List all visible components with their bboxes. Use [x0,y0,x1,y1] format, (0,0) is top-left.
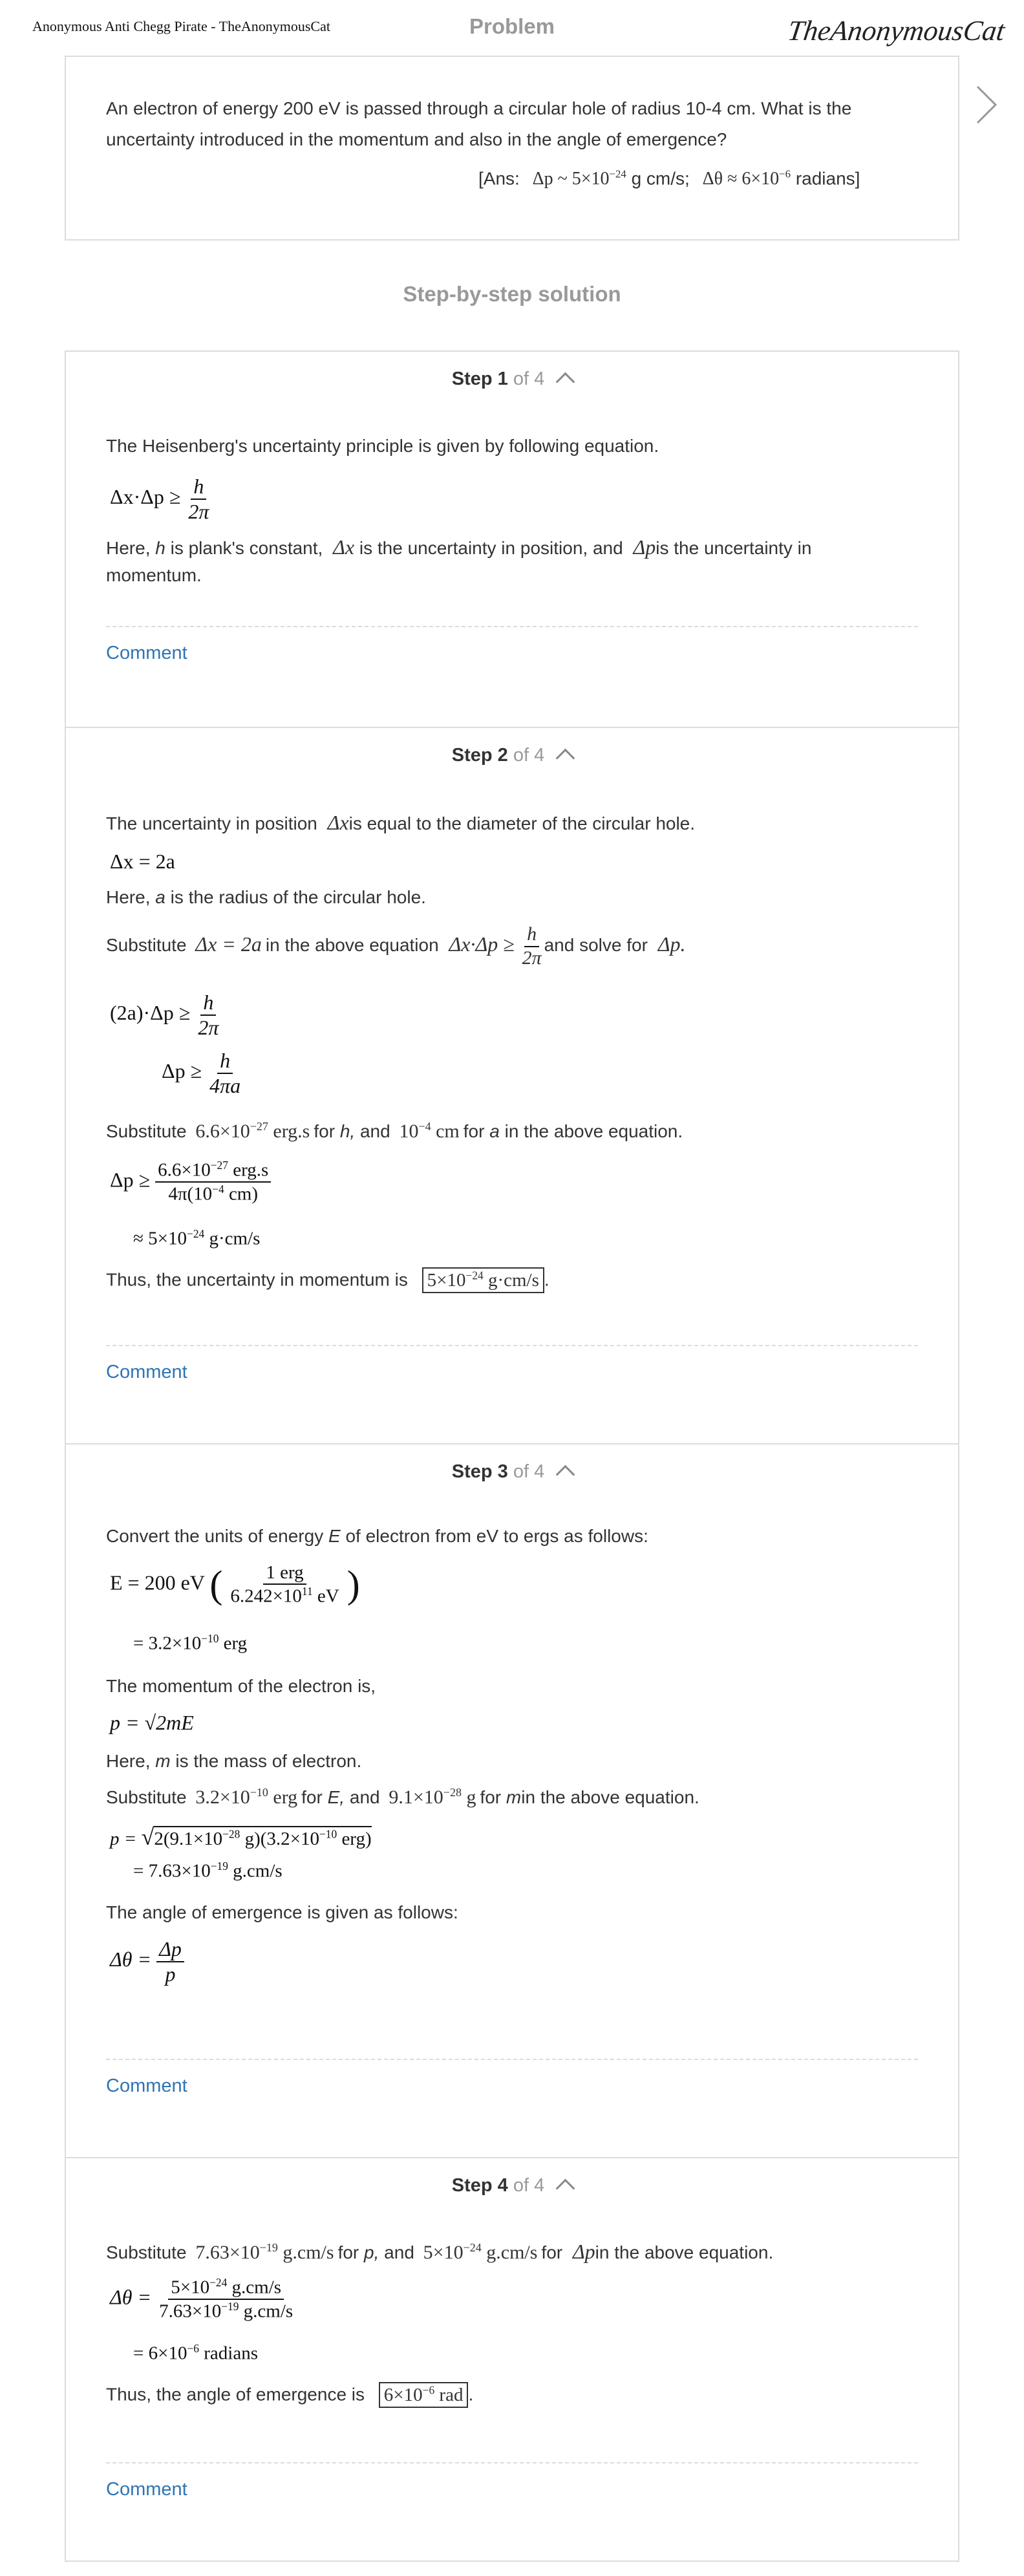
step-4-header[interactable]: Step 4 of 4 [66,2175,958,2196]
chevron-up-icon[interactable] [556,1465,575,1485]
solution-heading: Step-by-step solution [403,282,621,306]
brand-logo: TheAnonymousCat [785,15,1007,47]
step-4 [65,2157,959,2562]
chevron-up-icon[interactable] [556,372,575,392]
step-2-equation: Δp ≥ $\frac{6.6\times 10^{-27} erg.s}{4\pi(10^{-4} cm)}$ [110,1159,271,1205]
chevron-up-icon[interactable] [556,2179,575,2198]
step-1-header[interactable]: Step 1 of 4 [66,369,958,390]
step-2 [65,727,959,1444]
step-3-text: The angle of emergence is given as follows: [106,1902,458,1922]
comment-link[interactable]: Comment [106,1362,187,1382]
divider [106,2059,918,2060]
step-1-equation: Δx·Δp ≥ $\frac{h}{2\pi}$ [110,475,209,523]
step-2-equation: Δx = 2a [110,850,175,873]
step-2-text: Thus, the uncertainty in momentum is $5\times 10^{-24}$ g·cm/s . [106,1269,549,1291]
step-1-text: Here, h is plank's constant, Δx is the uncertainty in position, and Δpis the uncertainty in [106,535,812,559]
step-2-equation: (2a)·Δp ≥ $\frac{h}{2\pi}$ [110,991,219,1039]
problem-card [65,56,959,241]
step-2-header[interactable]: Step 2 of 4 [66,745,958,766]
site-title: Anonymous Anti Chegg Pirate - TheAnonymousCat [32,18,330,34]
step-1-text: momentum. [106,565,202,585]
step-4-equation: Δθ = $\frac{5\times 10^{-24} g.cm/s}{7.63\times 10^{-19} g.cm/s}$ [110,2276,293,2322]
step-2-text: Substitute $6.6\times 10^{-27}$ erg.s for h, and $10^{-4}$ cm for a in the above equation. [106,1120,683,1142]
step-3-equation: = $3.2\times 10^{-10}$ erg [133,1632,248,1654]
divider [106,626,918,627]
result-box: $5\times 10^{-24}$ g·cm/s [422,1267,544,1293]
step-3-header[interactable]: Step 3 of 4 [66,1461,958,1483]
step-2-text: Substitute Δx = 2a in the above equation Δx·Δp ≥ $\frac{h}{2\pi}$ and solve for Δp. [106,923,686,969]
step-4-equation: = $6\times 10^{-6}$ radians [133,2342,258,2364]
chevron-up-icon[interactable] [556,749,575,768]
divider [106,2462,918,2463]
step-3-text: Convert the units of energy E of electron from eV to ergs as follows: [106,1526,648,1546]
comment-link[interactable]: Comment [106,2479,187,2500]
problem-answer: [Ans: Δp ~ $5\times 10^{-24}$ g cm/s; $\Delta\theta \approx 6\times 10^{-6}$ radians] [478,168,860,189]
step-3-equation: Δθ = $\frac{\Delta p}{p}$ [110,1937,184,1986]
step-3 [65,1443,959,2158]
step-3-text: The momentum of the electron is, [106,1676,376,1696]
step-3-equation: E = 200 eV ( $\frac{\text{1 erg}}{6.242\times 10^{11} eV}$ ) [110,1562,360,1607]
step-3-equation: $p = √2(9.1\times 10^{-28}$ $g)(3.2\times 10^{-10}$ erg) [110,1824,372,1850]
step-4-text: Substitute $7.63\times 10^{-19}$ g.cm/s for p, and $5\times 10^{-24}$ g.cm/s for Δpin the above equation. [106,2240,774,2263]
step-4-text: Thus, the angle of emergence is $6\times 10^{-6}$ rad . [106,2383,473,2406]
step-2-text: The uncertainty in position Δxis equal to the diameter of the circular hole. [106,811,696,834]
step-2-equation: ≈ $5\times 10^{-24}$ g·cm/s [133,1227,261,1249]
step-2-equation: Δp ≥ $\frac{h}{4\pi a}$ [162,1049,241,1097]
step-3-text: Substitute $3.2\times 10^{-10}$ erg for E, and $9.1\times 10^{-28}$ g for min the above equation. [106,1786,699,1808]
problem-text-line1: An electron of energy 200 eV is passed through a circular hole of radius 10-4 cm. What is the [106,98,852,118]
chevron-right-icon[interactable] [971,83,1002,127]
comment-link[interactable]: Comment [106,2076,187,2096]
problem-text-line2: uncertainty introduced in the momentum and also in the angle of emergence? [106,129,727,149]
comment-link[interactable]: Comment [106,643,187,663]
problem-heading: Problem [469,14,555,38]
divider [106,1345,918,1346]
step-3-equation: p = √2mE [110,1711,194,1734]
step-3-equation: = $7.63\times 10^{-19}$ g.cm/s [133,1860,283,1882]
step-3-text: Here, m is the mass of electron. [106,1751,362,1771]
step-1-text: The Heisenberg's uncertainty principle is given by following equation. [106,436,659,456]
result-box: $6\times 10^{-6}$ rad [379,2382,469,2408]
step-1 [65,350,959,728]
step-2-text: Here, a is the radius of the circular hole. [106,887,426,907]
